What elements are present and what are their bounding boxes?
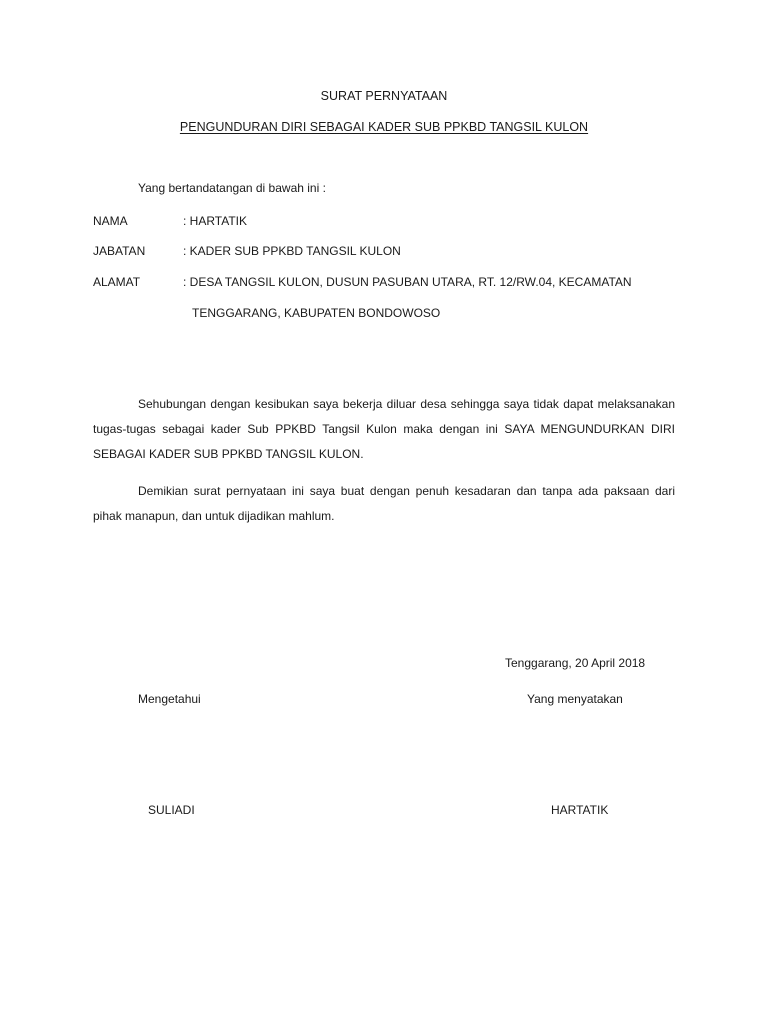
document-title: SURAT PERNYATAAN: [320, 89, 448, 103]
field-value-alamat: : DESA TANGSIL KULON, DUSUN PASUBAN UTARA, RT. 12/RW.04, KECAMATAN: [183, 275, 632, 289]
document-subtitle: [0, 119, 768, 135]
field-value-alamat-continued: TENGGARANG, KABUPATEN BONDOWOSO: [192, 306, 441, 320]
field-label-jabatan: JABATAN: [93, 244, 146, 258]
paragraph-resignation: Sehubungan dengan kesibukan saya bekerja diluar desa sehingga saya tidak dapat melaksanakan tugas-tugas sebagai kader Sub PPKBD Tangsil Kulon maka dengan ini SAYA MENGUNDURKAN DIRI SEBAGAI KADER SUB PPKBD TANGSIL KULON.: [93, 397, 675, 461]
intro-line: Yang bertandatangan di bawah ini :: [138, 181, 326, 195]
signature-name-left: SULIADI: [148, 803, 195, 817]
signature-label-right: Yang menyatakan: [527, 692, 623, 706]
field-value-jabatan: : KADER SUB PPKBD TANGSIL KULON: [183, 244, 401, 258]
document-subtitle-text: PENGUNDURAN DIRI SEBAGAI KADER SUB PPKBD TANGSIL KULON: [179, 120, 589, 134]
field-value-nama: : HARTATIK: [183, 214, 248, 228]
field-label-nama: NAMA: [93, 214, 128, 228]
signature-name-right: HARTATIK: [551, 803, 609, 817]
signature-label-left: Mengetahui: [138, 692, 201, 706]
paragraph-closing: Demikian surat pernyataan ini saya buat dengan penuh kesadaran dan tanpa ada paksaan dari pihak manapun, dan untuk dijadikan mahlum.: [93, 484, 675, 523]
field-label-alamat: ALAMAT: [93, 275, 141, 289]
place-date: Tenggarang, 20 April 2018: [505, 656, 646, 670]
